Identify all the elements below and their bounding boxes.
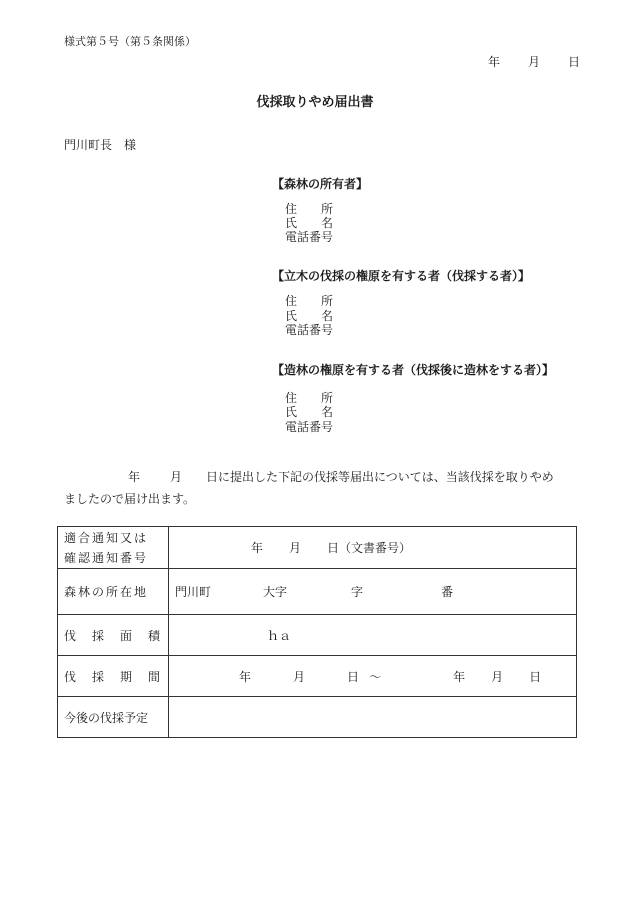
party-owner-address: 住 所	[285, 202, 334, 216]
value-future-plan	[169, 697, 577, 738]
recipient: 門川町長 様	[64, 138, 137, 152]
label-period: 伐 採 期 間	[58, 656, 169, 697]
notice-day-docnum: 日（文書番号）	[327, 541, 412, 555]
period-start-day: 日	[347, 669, 360, 684]
form-number: 様式第５号（第５条関係）	[64, 35, 196, 48]
party-reforester-phone: 電話番号	[285, 420, 334, 434]
table-row	[58, 697, 577, 738]
party-owner-phone: 電話番号	[285, 230, 334, 244]
period-end-year: 年	[453, 669, 466, 684]
period-end-day: 日	[529, 669, 542, 684]
label-area: 伐 採 面 積	[58, 615, 169, 656]
table-row	[58, 527, 577, 569]
label-notice-number	[58, 527, 169, 569]
party-reforester-address: 住 所	[285, 391, 334, 405]
date-day: 日	[568, 55, 581, 69]
period-start-year: 年	[239, 669, 252, 684]
party-reforester-name: 氏 名	[285, 405, 334, 419]
label-future-plan: 今後の伐採予定	[58, 697, 169, 738]
value-notice-number	[169, 527, 577, 569]
area-unit: ｈａ	[267, 628, 292, 643]
location-oaza: 大字	[263, 585, 288, 599]
location-ban: 番	[441, 585, 454, 599]
party-heading-reforester: 【造林の権原を有する者（伐採後に造林をする者）】	[272, 363, 555, 377]
party-cutter-name: 氏 名	[285, 309, 334, 323]
notice-year: 年	[251, 541, 264, 555]
location-town: 門川町	[175, 585, 212, 599]
table-row	[58, 656, 577, 697]
table-row	[58, 615, 577, 656]
party-cutter-address: 住 所	[285, 294, 334, 308]
party-owner-name: 氏 名	[285, 216, 334, 230]
detail-table	[57, 526, 577, 738]
body-month: 月	[170, 470, 183, 484]
location-aza: 字	[351, 585, 364, 599]
body-text-line2: ましたので届け出ます。	[64, 492, 196, 506]
value-area	[169, 615, 577, 656]
period-start-month: 月	[293, 669, 306, 684]
period-tilde: ～	[369, 669, 382, 684]
date-year: 年	[488, 55, 501, 69]
table-row	[58, 569, 577, 615]
submission-date	[488, 55, 580, 69]
value-period	[169, 656, 577, 697]
document-title: 伐採取りやめ届出書	[256, 95, 374, 110]
label-location: 森林の所在地	[58, 569, 169, 615]
body-year: 年	[128, 470, 141, 484]
value-location	[169, 569, 577, 615]
party-heading-owner: 【森林の所有者】	[272, 177, 369, 191]
party-heading-cutter: 【立木の伐採の権原を有する者（伐採する者）】	[272, 269, 531, 283]
party-cutter-phone: 電話番号	[285, 323, 334, 337]
period-end-month: 月	[491, 669, 504, 684]
notice-body	[64, 466, 584, 510]
date-month: 月	[528, 55, 541, 69]
label-notice-number-line1: 適合通知又は	[64, 530, 149, 545]
notice-month: 月	[289, 541, 302, 555]
label-notice-number-line2: 確認通知番号	[64, 550, 149, 565]
body-text-line1: 日に提出した下記の伐採等届出については、当該伐採を取りやめ	[206, 470, 554, 484]
